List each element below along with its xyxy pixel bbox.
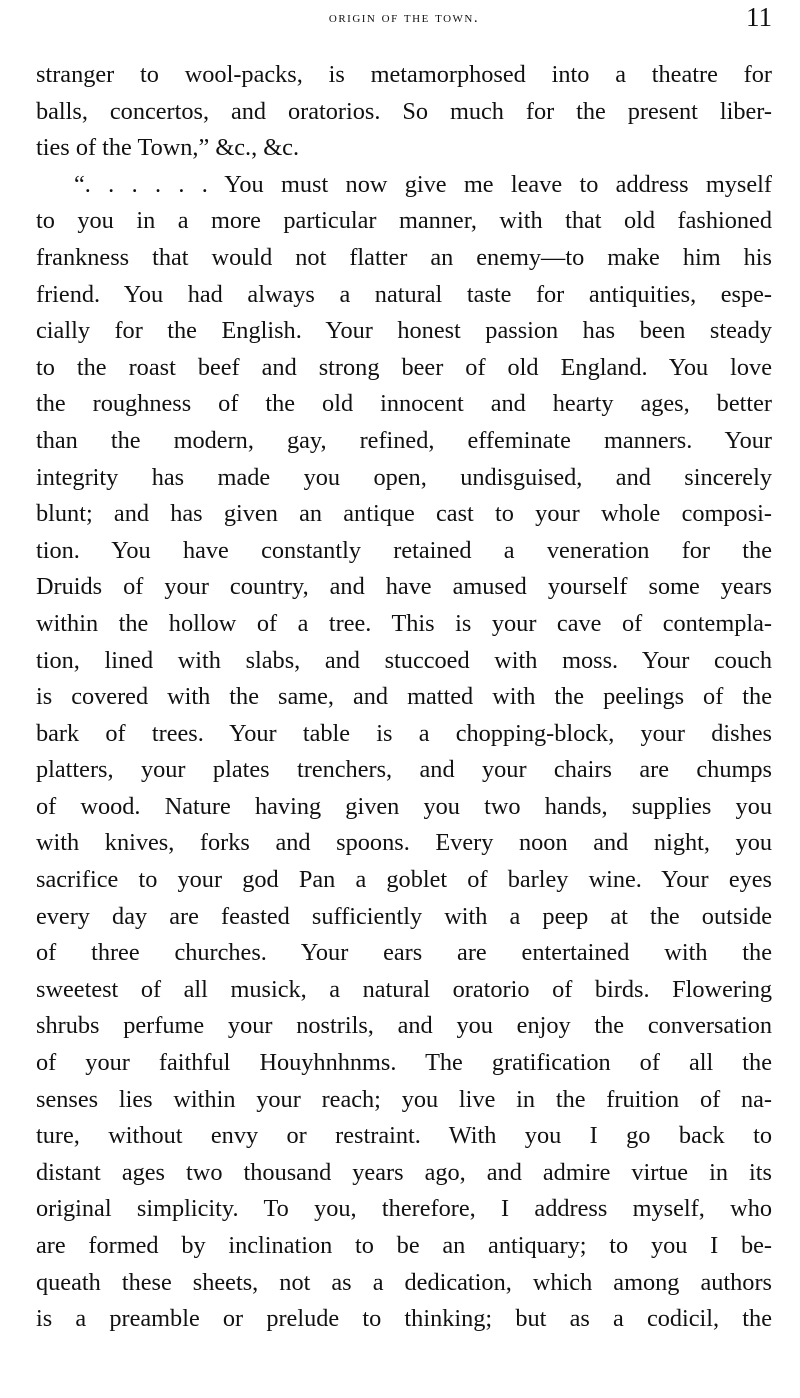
text-line: to you in a more particular manner, with that old fashioned (36, 207, 772, 235)
text-line: balls, concertos, and oratorios. So much for the present liber- (36, 97, 772, 125)
running-head (36, 0, 772, 40)
text-line: Druids of your country, and have amused yourself some years (36, 573, 772, 601)
text-line: of wood. Nature having given you two hands, supplies you (36, 792, 772, 820)
text-line: of three churches. Your ears are entertained with the (36, 939, 772, 967)
text-line: frankness that would not flatter an enemy—to make him his (36, 243, 772, 271)
text-line: ties of the Town,” &c., &c. (36, 134, 300, 162)
text-line: tion, lined with slabs, and stuccoed with moss. Your couch (36, 646, 772, 674)
text-line: tion. You have constantly retained a veneration for the (36, 536, 772, 564)
text-line: blunt; and has given an antique cast to your whole composi- (36, 500, 772, 528)
text-line: ture, without envy or restraint. With you I go back to (36, 1122, 772, 1150)
text-line: to the roast beef and strong beer of old England. You love (36, 353, 772, 381)
text-line: are formed by inclination to be an antiquary; to you I be- (36, 1232, 772, 1259)
body-text (36, 57, 772, 1338)
running-title: origin of the town. (328, 10, 480, 26)
text-line: within the hollow of a tree. This is your cave of contempla- (36, 609, 772, 637)
text-line: sacrifice to your god Pan a goblet of barley wine. Your eyes (36, 866, 772, 894)
text-line: cially for the English. Your honest passion has been steady (36, 317, 772, 345)
text-line: of your faithful Houyhnhnms. The gratification of all the (36, 1049, 772, 1077)
text-line: is a preamble or prelude to thinking; but as a codicil, the (36, 1305, 772, 1333)
page-number: 11 (746, 2, 772, 32)
text-line: than the modern, gay, refined, effeminate manners. Your (36, 426, 772, 454)
text-line: friend. You had always a natural taste for antiquities, espe- (36, 280, 772, 308)
text-line: every day are feasted sufficiently with a peep at the outside (36, 902, 772, 930)
text-line: bark of trees. Your table is a chopping-block, your dishes (36, 719, 772, 747)
text-line: with knives, forks and spoons. Every noon and night, you (36, 829, 772, 857)
text-line: shrubs perfume your nostrils, and you enjoy the conversation (36, 1012, 772, 1040)
text-line: stranger to wool-packs, is metamorphosed into a theatre for (36, 61, 772, 88)
text-line: the roughness of the old innocent and hearty ages, better (36, 390, 772, 418)
text-line: sweetest of all musick, a natural oratorio of birds. Flowering (36, 975, 772, 1003)
text-line: platters, your plates trenchers, and your chairs are chumps (36, 756, 772, 784)
text-line: “. . . . . . You must now give me leave to address myself (74, 170, 772, 198)
text-line: integrity has made you open, undisguised, and sincerely (36, 463, 772, 491)
text-line: original simplicity. To you, therefore, I address myself, who (36, 1195, 772, 1223)
text-line: is covered with the same, and matted with the peelings of the (36, 683, 772, 711)
text-line: distant ages two thousand years ago, and admire virtue in its (36, 1158, 772, 1186)
text-line: queath these sheets, not as a dedication, which among authors (36, 1268, 772, 1296)
text-line: senses lies within your reach; you live in the fruition of na- (36, 1085, 772, 1113)
